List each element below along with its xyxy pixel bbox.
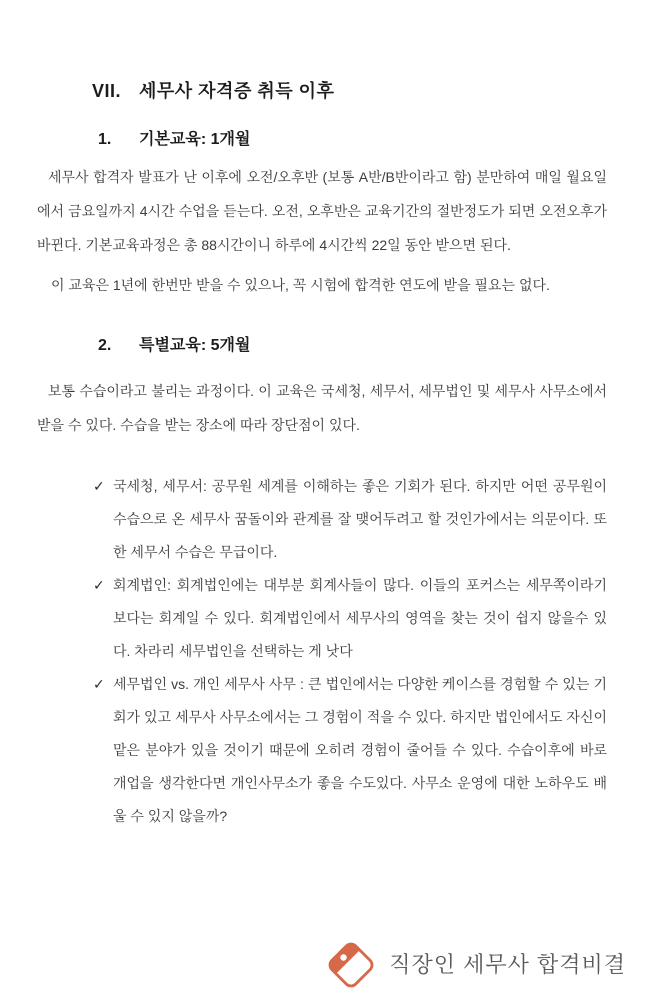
paragraph-basic-education-2: 이 교육은 1년에 한번만 받을 수 있으나, 꼭 시험에 합격한 연도에 받을 필요는 없다. bbox=[51, 277, 550, 293]
bullet-item-tax-firm-vs-private bbox=[37, 668, 607, 833]
bullet-item-accounting-firm bbox=[37, 569, 607, 668]
bullet-text: 회계법인: 회계법인에는 대부분 회계사들이 많다. 이들의 포커스는 세무쪽이라기 보다는 회계일 수 있다. 회계법인에서 세무사의 영역을 찾는 것이 쉽지 않을수 있다. 차라리 세무법인을 선택하는 게 낫다 bbox=[113, 577, 607, 659]
footer-brand bbox=[324, 938, 626, 992]
page-title bbox=[92, 78, 607, 104]
section-number: 1. bbox=[98, 131, 112, 148]
section-heading-special-education bbox=[98, 334, 607, 358]
bullet-text: 세무법인 vs. 개인 세무사 사무 : 큰 법인에서는 다양한 케이스를 경험할 수 있는 기회가 있고 세무사 사무소에서는 그 경험이 적을 수 있다. 하지만 법인에서도 자신이 맡은 분야가 있을 것이기 때문에 오히려 경험이 줄어들 수 있다. 수습이후에 바로 개업을 생각한다면 개인사무소가 좋을 수도있다. 사무소 운영에 대한 노하우도 배울 수 있지 않을까? bbox=[113, 676, 607, 824]
checkmark-icon: ✓ bbox=[93, 676, 105, 692]
section-heading-basic-education bbox=[98, 128, 607, 152]
title-text: 세무사 자격증 취득 이후 bbox=[139, 81, 335, 101]
brand-text: 직장인 세무사 합격비결 bbox=[389, 952, 626, 977]
section-heading-text: 특별교육: 5개월 bbox=[139, 337, 251, 354]
bullet-item-tax-office bbox=[37, 470, 607, 569]
bullet-list bbox=[37, 470, 607, 833]
paragraph-basic-education-1: 세무사 합격자 발표가 난 이후에 오전/오후반 (보통 A반/B반이라고 함) 분만하여 매일 월요일에서 금요일까지 4시간 수업을 듣는다. 오전, 오후반은 교육기간의 절반정도가 되면 오전오후가 바뀐다. 기본교육과정은 총 88시간이니 하루에 4시간씩 22일 동안 받으면 된다. bbox=[37, 169, 607, 253]
paragraph-special-education-intro: 보통 수습이라고 불리는 과정이다. 이 교육은 국세청, 세무서, 세무법인 및 세무사 사무소에서 받을 수 있다. 수습을 받는 장소에 따라 장단점이 있다. bbox=[37, 383, 607, 433]
checkmark-icon: ✓ bbox=[93, 478, 105, 494]
title-number: VII. bbox=[92, 81, 122, 101]
section-heading-text: 기본교육: 1개월 bbox=[139, 131, 251, 148]
document-page bbox=[0, 78, 652, 1000]
tag-icon bbox=[324, 938, 378, 992]
bullet-text: 국세청, 세무서: 공무원 세계를 이해하는 좋은 기회가 된다. 하지만 어떤 공무원이 수습으로 온 세무사 꿈돌이와 관계를 잘 맺어두려고 할 것인가에서는 의문이다. 또한 세무서 수습은 무급이다. bbox=[113, 478, 607, 560]
section-number: 2. bbox=[98, 337, 112, 354]
checkmark-icon: ✓ bbox=[93, 577, 105, 593]
